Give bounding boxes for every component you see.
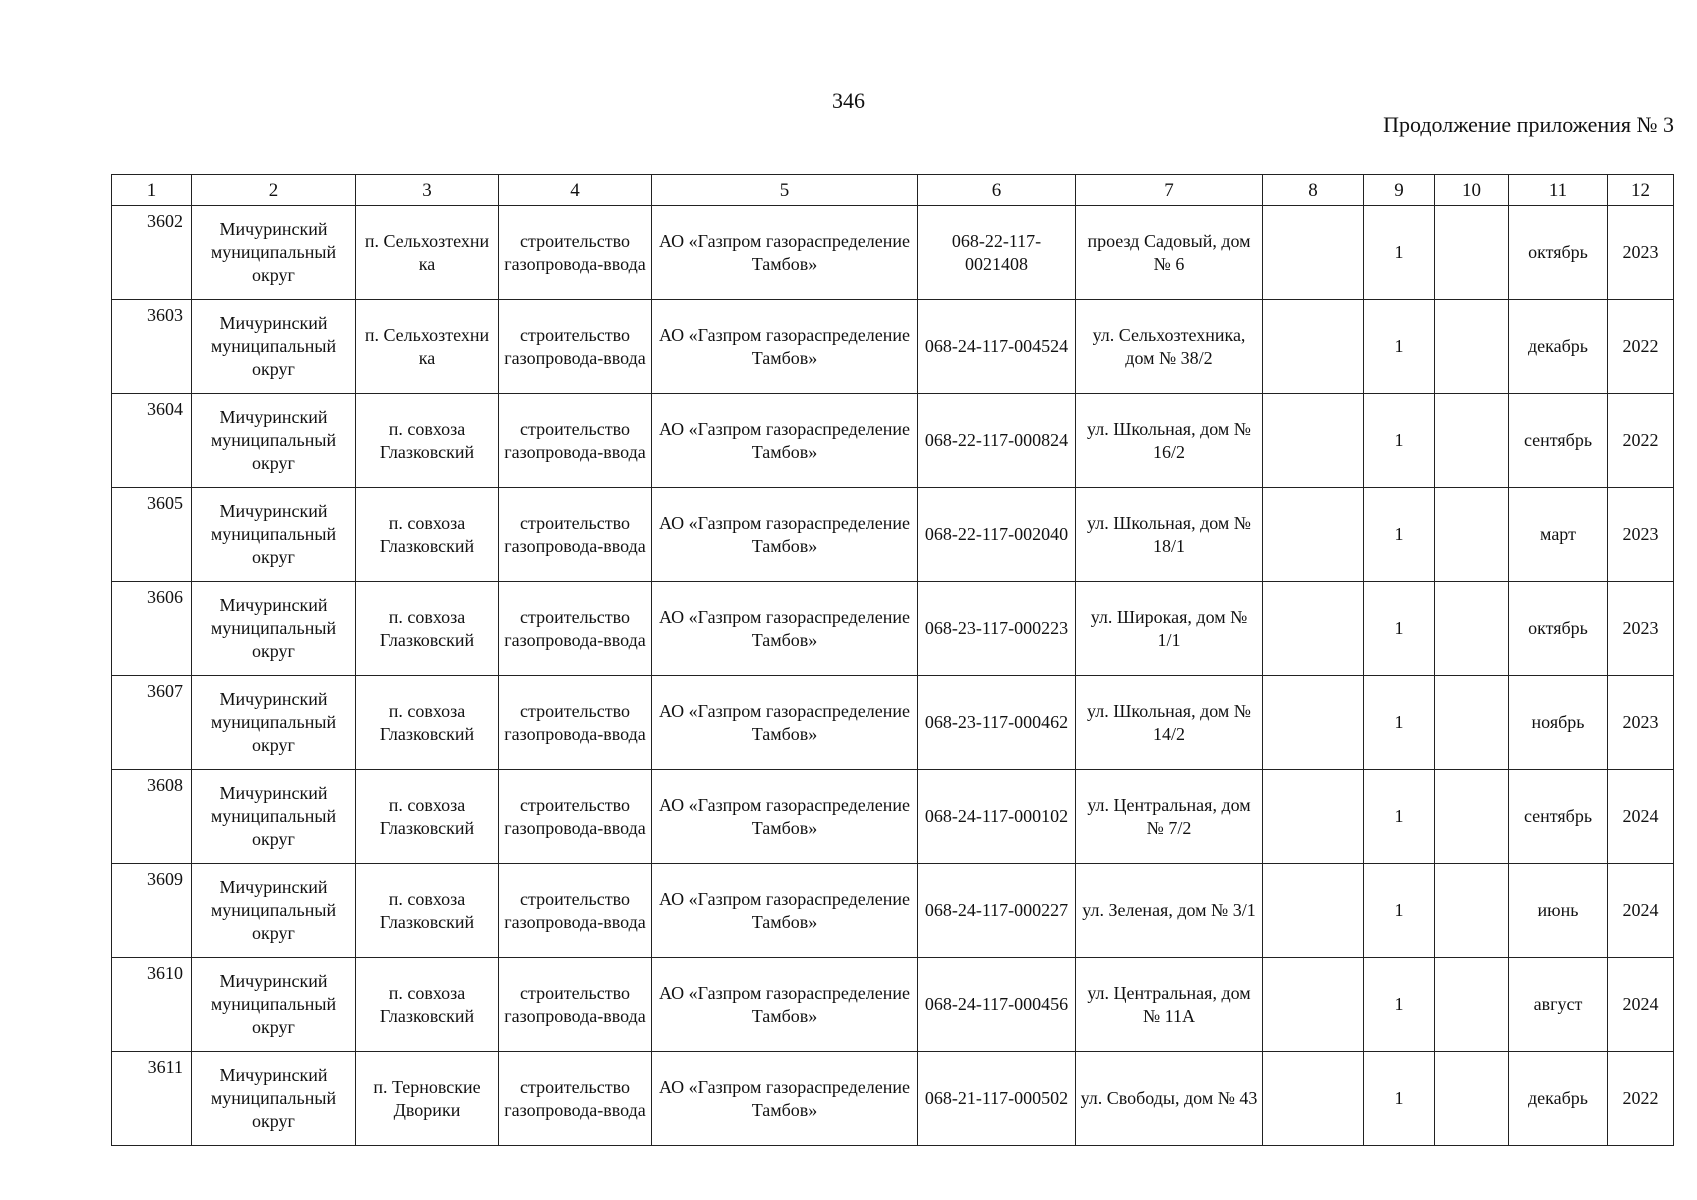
cell-col-10 (1435, 582, 1509, 676)
cell-row-number: 3609 (112, 864, 192, 958)
cell-col-10 (1435, 488, 1509, 582)
cell-col-8 (1263, 676, 1364, 770)
cell-work-type: строительство газопровода-ввода (499, 676, 652, 770)
cell-address: ул. Школьная, дом № 18/1 (1076, 488, 1263, 582)
cell-quantity: 1 (1364, 1052, 1435, 1146)
cell-col-10 (1435, 770, 1509, 864)
cell-col-10 (1435, 864, 1509, 958)
cell-settlement: п. совхоза Глазковский (356, 394, 499, 488)
cell-settlement: п. Терновские Дворики (356, 1052, 499, 1146)
cell-organization: АО «Газпром газораспределение Тамбов» (652, 676, 918, 770)
cell-address: ул. Сельхозтехника, дом № 38/2 (1076, 300, 1263, 394)
cell-organization: АО «Газпром газораспределение Тамбов» (652, 1052, 918, 1146)
cell-permit-number: 068-22-117-000824 (918, 394, 1076, 488)
cell-district: Мичуринский муниципальный округ (192, 1052, 356, 1146)
cell-col-8 (1263, 1052, 1364, 1146)
cell-work-type: строительство газопровода-ввода (499, 394, 652, 488)
cell-col-10 (1435, 676, 1509, 770)
cell-quantity: 1 (1364, 958, 1435, 1052)
cell-permit-number: 068-24-117-000456 (918, 958, 1076, 1052)
cell-row-number: 3610 (112, 958, 192, 1052)
cell-organization: АО «Газпром газораспределение Тамбов» (652, 958, 918, 1052)
cell-organization: АО «Газпром газораспределение Тамбов» (652, 864, 918, 958)
table-header (112, 175, 1674, 206)
table-row (112, 676, 1674, 770)
cell-quantity: 1 (1364, 864, 1435, 958)
cell-district: Мичуринский муниципальный округ (192, 958, 356, 1052)
cell-district: Мичуринский муниципальный округ (192, 582, 356, 676)
cell-permit-number: 068-24-117-000102 (918, 770, 1076, 864)
cell-month: март (1509, 488, 1608, 582)
cell-year: 2024 (1608, 770, 1674, 864)
cell-col-8 (1263, 488, 1364, 582)
cell-work-type: строительство газопровода-ввода (499, 488, 652, 582)
cell-work-type: строительство газопровода-ввода (499, 206, 652, 300)
cell-organization: АО «Газпром газораспределение Тамбов» (652, 770, 918, 864)
cell-col-10 (1435, 206, 1509, 300)
cell-row-number: 3602 (112, 206, 192, 300)
cell-row-number: 3606 (112, 582, 192, 676)
cell-year: 2023 (1608, 206, 1674, 300)
cell-permit-number: 068-22-117-002040 (918, 488, 1076, 582)
column-header-10: 10 (1435, 175, 1509, 206)
cell-work-type: строительство газопровода-ввода (499, 864, 652, 958)
cell-month: декабрь (1509, 1052, 1608, 1146)
cell-col-8 (1263, 206, 1364, 300)
cell-col-8 (1263, 770, 1364, 864)
cell-col-8 (1263, 958, 1364, 1052)
cell-year: 2022 (1608, 1052, 1674, 1146)
column-header-2: 2 (192, 175, 356, 206)
cell-year: 2022 (1608, 394, 1674, 488)
table-row (112, 394, 1674, 488)
cell-month: август (1509, 958, 1608, 1052)
cell-address: ул. Школьная, дом № 16/2 (1076, 394, 1263, 488)
cell-col-8 (1263, 300, 1364, 394)
table-row (112, 1052, 1674, 1146)
cell-col-10 (1435, 1052, 1509, 1146)
cell-district: Мичуринский муниципальный округ (192, 864, 356, 958)
data-table (111, 174, 1674, 1146)
cell-settlement: п. совхоза Глазковский (356, 958, 499, 1052)
cell-col-8 (1263, 864, 1364, 958)
cell-address: ул. Свободы, дом № 43 (1076, 1052, 1263, 1146)
column-header-3: 3 (356, 175, 499, 206)
table-row (112, 958, 1674, 1052)
cell-year: 2023 (1608, 488, 1674, 582)
column-header-8: 8 (1263, 175, 1364, 206)
cell-quantity: 1 (1364, 206, 1435, 300)
cell-row-number: 3604 (112, 394, 192, 488)
cell-permit-number: 068-23-117-000223 (918, 582, 1076, 676)
cell-col-10 (1435, 958, 1509, 1052)
cell-year: 2023 (1608, 676, 1674, 770)
table-row (112, 300, 1674, 394)
cell-quantity: 1 (1364, 394, 1435, 488)
appendix-note: Продолжение приложения № 3 (1383, 112, 1674, 137)
cell-work-type: строительство газопровода-ввода (499, 582, 652, 676)
cell-row-number: 3607 (112, 676, 192, 770)
cell-col-8 (1263, 394, 1364, 488)
cell-month: октябрь (1509, 206, 1608, 300)
cell-settlement: п. совхоза Глазковский (356, 488, 499, 582)
cell-month: сентябрь (1509, 770, 1608, 864)
column-header-1: 1 (112, 175, 192, 206)
table-row (112, 206, 1674, 300)
cell-settlement: п. совхоза Глазковский (356, 864, 499, 958)
cell-district: Мичуринский муниципальный округ (192, 676, 356, 770)
cell-month: июнь (1509, 864, 1608, 958)
cell-month: декабрь (1509, 300, 1608, 394)
cell-permit-number: 068-21-117-000502 (918, 1052, 1076, 1146)
cell-settlement: п. совхоза Глазковский (356, 676, 499, 770)
cell-quantity: 1 (1364, 582, 1435, 676)
cell-organization: АО «Газпром газораспределение Тамбов» (652, 206, 918, 300)
cell-organization: АО «Газпром газораспределение Тамбов» (652, 488, 918, 582)
cell-organization: АО «Газпром газораспределение Тамбов» (652, 582, 918, 676)
column-header-7: 7 (1076, 175, 1263, 206)
cell-settlement: п. Сельхозтехни ка (356, 300, 499, 394)
cell-work-type: строительство газопровода-ввода (499, 1052, 652, 1146)
cell-quantity: 1 (1364, 770, 1435, 864)
cell-district: Мичуринский муниципальный округ (192, 300, 356, 394)
cell-permit-number: 068-24-117-000227 (918, 864, 1076, 958)
cell-col-10 (1435, 394, 1509, 488)
cell-settlement: п. совхоза Глазковский (356, 770, 499, 864)
cell-address: ул. Школьная, дом № 14/2 (1076, 676, 1263, 770)
cell-district: Мичуринский муниципальный округ (192, 770, 356, 864)
cell-settlement: п. Сельхозтехни ка (356, 206, 499, 300)
cell-address: ул. Зеленая, дом № 3/1 (1076, 864, 1263, 958)
cell-permit-number: 068-22-117-0021408 (918, 206, 1076, 300)
column-header-11: 11 (1509, 175, 1608, 206)
cell-col-8 (1263, 582, 1364, 676)
cell-organization: АО «Газпром газораспределение Тамбов» (652, 394, 918, 488)
cell-address: ул. Центральная, дом № 11А (1076, 958, 1263, 1052)
cell-month: октябрь (1509, 582, 1608, 676)
table-row (112, 864, 1674, 958)
table-row (112, 582, 1674, 676)
table-row (112, 488, 1674, 582)
cell-district: Мичуринский муниципальный округ (192, 394, 356, 488)
column-header-4: 4 (499, 175, 652, 206)
table-row (112, 770, 1674, 864)
column-header-5: 5 (652, 175, 918, 206)
cell-quantity: 1 (1364, 676, 1435, 770)
cell-row-number: 3605 (112, 488, 192, 582)
cell-permit-number: 068-23-117-000462 (918, 676, 1076, 770)
cell-year: 2022 (1608, 300, 1674, 394)
table-body (112, 206, 1674, 1146)
page-number: 346 (832, 88, 865, 113)
cell-work-type: строительство газопровода-ввода (499, 770, 652, 864)
cell-year: 2024 (1608, 958, 1674, 1052)
cell-col-10 (1435, 300, 1509, 394)
cell-quantity: 1 (1364, 300, 1435, 394)
column-header-6: 6 (918, 175, 1076, 206)
cell-row-number: 3608 (112, 770, 192, 864)
cell-organization: АО «Газпром газораспределение Тамбов» (652, 300, 918, 394)
cell-quantity: 1 (1364, 488, 1435, 582)
cell-month: сентябрь (1509, 394, 1608, 488)
cell-address: ул. Центральная, дом № 7/2 (1076, 770, 1263, 864)
column-header-12: 12 (1608, 175, 1674, 206)
cell-settlement: п. совхоза Глазковский (356, 582, 499, 676)
cell-year: 2024 (1608, 864, 1674, 958)
header-row (112, 175, 1674, 206)
cell-year: 2023 (1608, 582, 1674, 676)
cell-row-number: 3603 (112, 300, 192, 394)
cell-district: Мичуринский муниципальный округ (192, 206, 356, 300)
cell-month: ноябрь (1509, 676, 1608, 770)
cell-work-type: строительство газопровода-ввода (499, 300, 652, 394)
cell-address: ул. Широкая, дом № 1/1 (1076, 582, 1263, 676)
cell-permit-number: 068-24-117-004524 (918, 300, 1076, 394)
cell-work-type: строительство газопровода-ввода (499, 958, 652, 1052)
cell-row-number: 3611 (112, 1052, 192, 1146)
cell-district: Мичуринский муниципальный округ (192, 488, 356, 582)
cell-address: проезд Садовый, дом № 6 (1076, 206, 1263, 300)
column-header-9: 9 (1364, 175, 1435, 206)
